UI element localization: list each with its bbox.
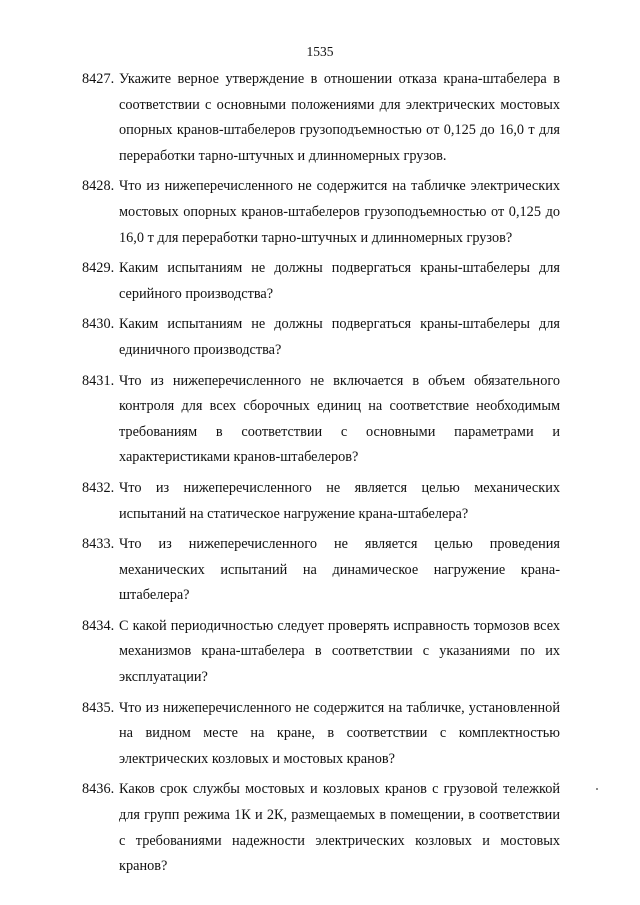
question-number: 8435.: [82, 699, 115, 716]
question-item: [82, 174, 560, 251]
question-item: [82, 696, 560, 773]
question-number: 8432.: [82, 479, 115, 496]
question-number: 8428.: [82, 178, 115, 195]
question-item: [82, 614, 560, 691]
question-text: Что из нижеперечисленного не является целью механических испытаний на статическое нагружение крана-штабелера?: [119, 479, 560, 522]
question-number: 8436.: [82, 781, 115, 798]
page-number: 1535: [306, 44, 334, 59]
scan-speck: [596, 788, 598, 790]
question-item: [82, 532, 560, 609]
question-item: [82, 476, 560, 527]
question-text: Каков срок службы мостовых и козловых кранов с грузовой тележкой для групп режима 1К и 2К, размещаемых в помещении, в соответствии с требованиями надежности электрических козловых и мостовых кранов?: [119, 781, 560, 875]
question-number: 8427.: [82, 71, 115, 87]
question-number: 8431.: [82, 372, 115, 389]
question-text: С какой периодичностью следует проверять исправность тормозов всех механизмов крана-штабелера в соответствии с указаниями по их эксплуатации?: [119, 617, 560, 686]
question-number: 8430.: [82, 316, 115, 333]
question-text: Что из нижеперечисленного не содержится на табличке, установленной на видном месте на кране, в соответствии с комплектностью электрических козловых и мостовых кранов?: [119, 699, 560, 767]
question-text: Что из нижеперечисленного не содержится на табличке электрических мостовых опорных кранов-штабелеров грузоподъемностью от 0,125 до 16,0 т для переработки тарно-штучных и длинномерных грузов?: [119, 178, 560, 246]
question-item: [82, 67, 560, 169]
question-item: [82, 312, 560, 363]
question-item: [82, 256, 560, 307]
question-number: 8434.: [82, 617, 115, 634]
question-text: Каким испытаниям не должны подвергаться краны-штабелеры для серийного производства?: [119, 260, 560, 302]
question-text: Что из нижеперечисленного не является целью проведения механических испытаний на динамическое нагружение крана-штабелера?: [119, 536, 560, 604]
question-number: 8429.: [82, 260, 115, 277]
question-list: [82, 67, 560, 885]
question-text: Каким испытаниям не должны подвергаться краны-штабелеры для единичного производства?: [119, 316, 560, 358]
question-number: 8433.: [82, 536, 115, 553]
question-item: [82, 777, 560, 879]
question-item: [82, 369, 560, 471]
question-text: Что из нижеперечисленного не включается в объем обязательного контроля для всех сборочных единиц на соответствие необходимым требованиям в соответствии с основными параметрами и характеристиками кранов-штабелеров?: [119, 372, 560, 466]
question-text: Укажите верное утверждение в отношении отказа крана-штабелера в соответствии с основными положениями для электрических мостовых опорных кранов-штабелеров грузоподъемностью от 0,125 до 16,0 т для переработки тарно-штучных и длинномерных грузов.: [119, 71, 560, 164]
